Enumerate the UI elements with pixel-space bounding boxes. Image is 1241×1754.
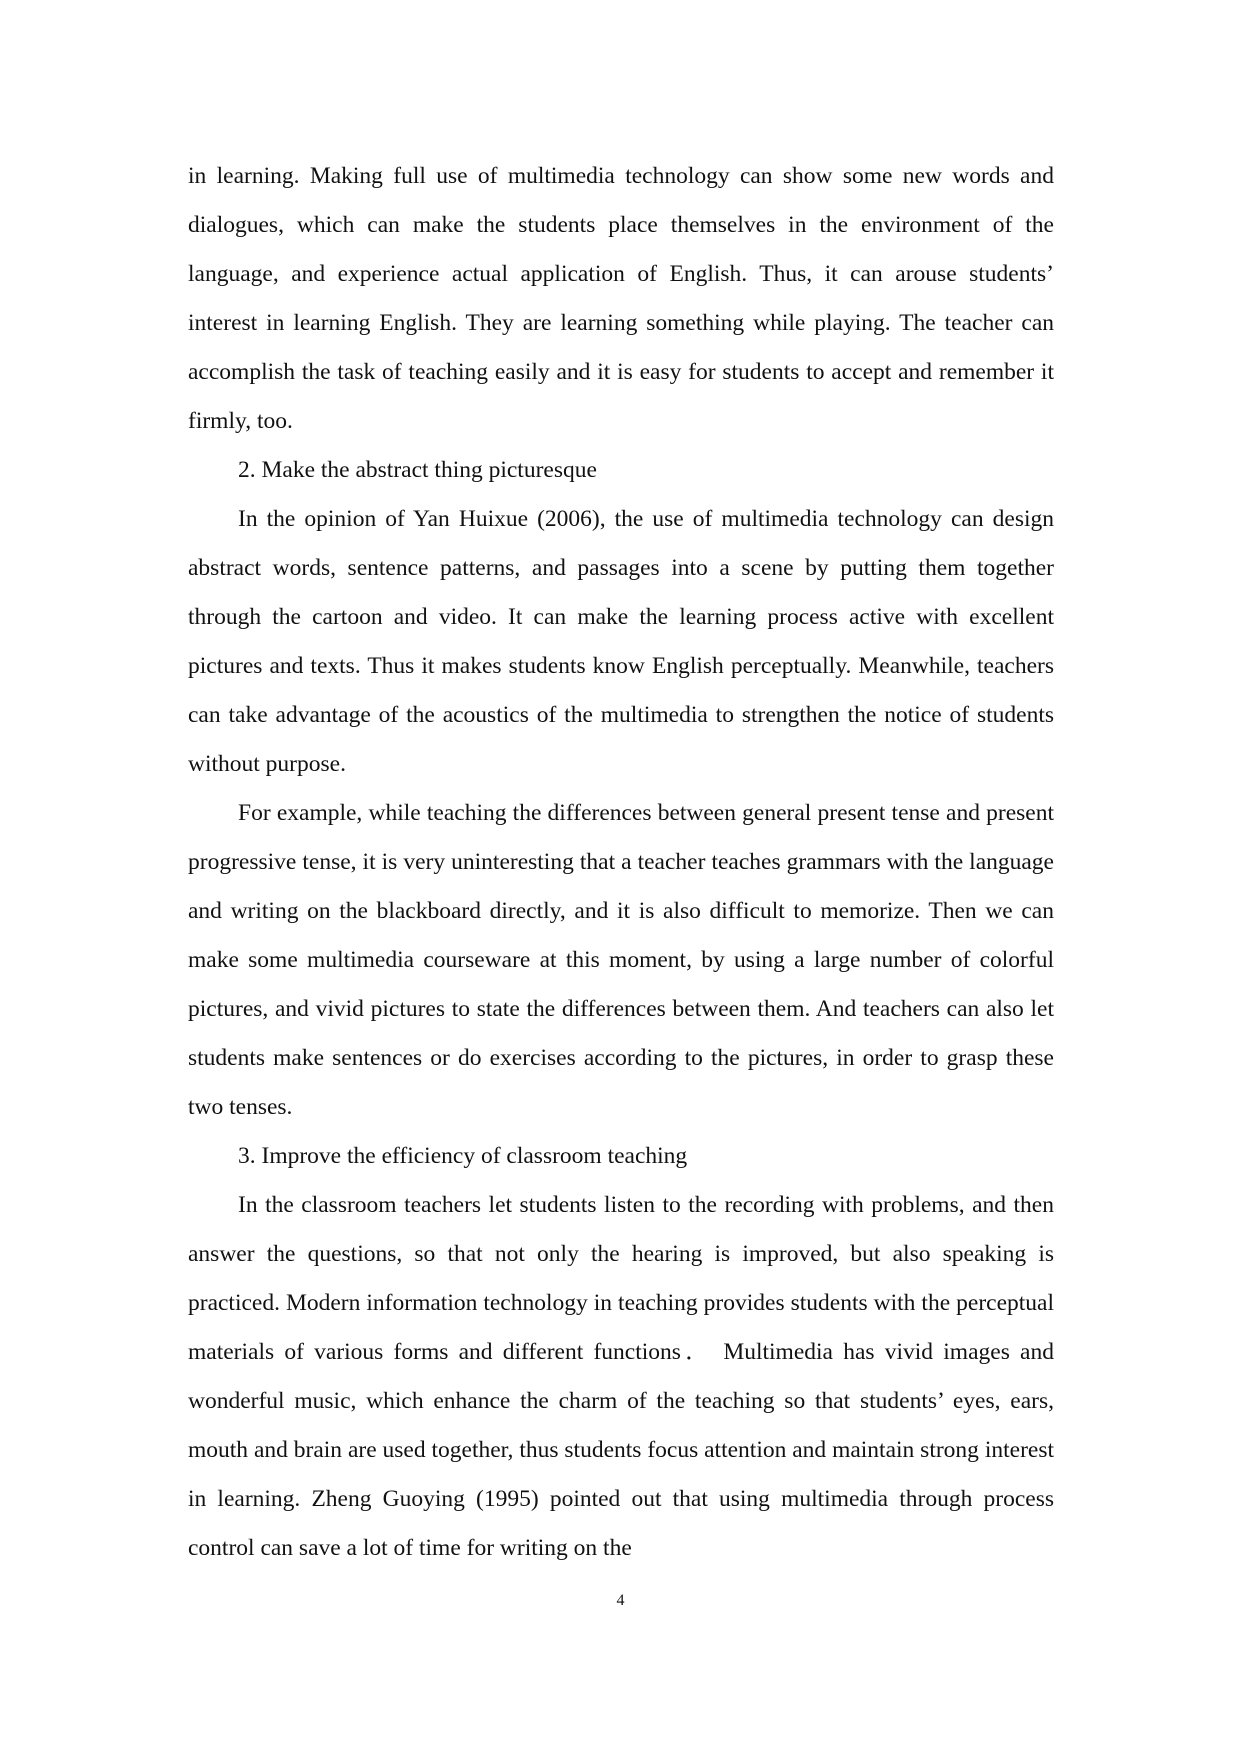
paragraph-continuation: in learning. Making full use of multimedia technology can show some new words and dialogues, which can make the students place themselves in the environment of the language, and experience actual application of English. Thus, it can arouse students’ interest in learning English. They are learning something while playing. The teacher can accomplish the task of teaching easily and it is easy for students to accept and remember it firmly, too. xyxy=(188,163,1054,434)
page-number: 4 xyxy=(616,1592,625,1609)
section-heading-3: 3. Improve the efficiency of classroom teaching xyxy=(238,1143,688,1169)
body-text xyxy=(188,152,1054,1573)
paragraph-yan-huixue: In the opinion of Yan Huixue (2006), the use of multimedia technology can design abstract words, sentence patterns, and passages into a scene by putting them together through the cartoon and video. It can make the learning process active with excellent pictures and texts. Thus it makes students know English perceptually. Meanwhile, teachers can take advantage of the acoustics of the multimedia to strengthen the notice of students without purpose. xyxy=(188,506,1054,777)
paragraph-classroom: In the classroom teachers let students listen to the recording with problems, and then answer the questions, so that not only the hearing is improved, but also speaking is practiced. Modern information technology in teaching provides students with the perceptual materials of various forms and different functions． Multimedia has vivid images and wonderful music, which enhance the charm of the teaching so that students’ eyes, ears, mouth and brain are used together, thus students focus attention and maintain strong interest in learning. Zheng Guoying (1995) pointed out that using multimedia through process control can save a lot of time for writing on the xyxy=(188,1192,1054,1561)
paragraph-example: For example, while teaching the differences between general present tense and present progressive tense, it is very uninteresting that a teacher teaches grammars with the language and writing on the blackboard directly, and it is also difficult to memorize. Then we can make some multimedia courseware at this moment, by using a large number of colorful pictures, and vivid pictures to state the differences between them. And teachers can also let students make sentences or do exercises according to the pictures, in order to grasp these two tenses. xyxy=(188,800,1054,1120)
section-heading-2: 2. Make the abstract thing picturesque xyxy=(238,457,597,483)
